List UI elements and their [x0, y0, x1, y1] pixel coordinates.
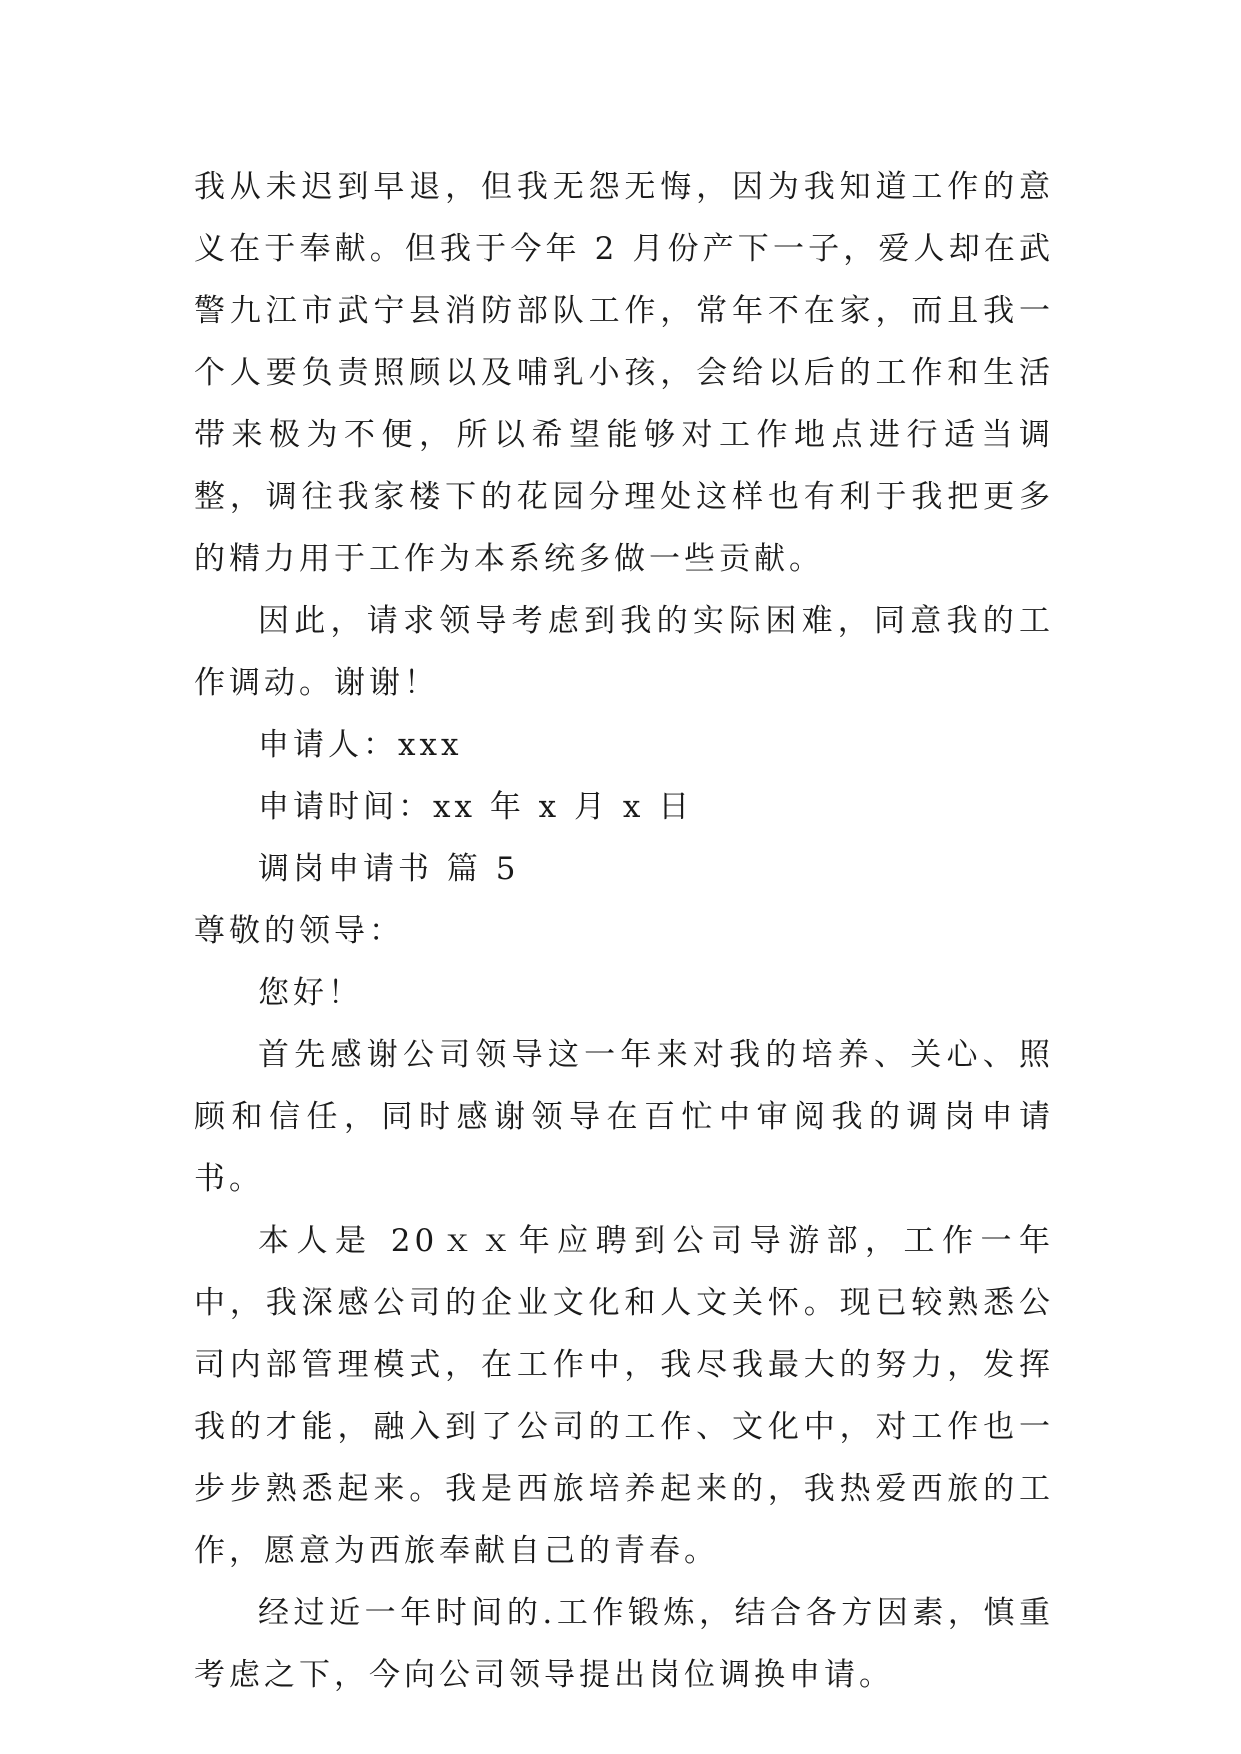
paragraph-thanks: 首先感谢公司领导这一年来对我的培养、关心、照顾和信任，同时感谢领导在百忙中审阅我的调岗申请书。: [194, 1037, 1054, 1197]
greeting: 您好！: [258, 975, 363, 1011]
salutation: 尊敬的领导：: [194, 913, 404, 949]
application-date-line: 申请时间：xx 年 x 月 x 日: [258, 789, 694, 825]
paragraph-application: 经过近一年时间的.工作锻炼，结合各方因素，慎重考虑之下，今向公司领导提出岗位调换申请。: [194, 1595, 1054, 1693]
paragraph-continuation: 我从未迟到早退，但我无怨无悔，因为我知道工作的意义在于奉献。但我于今年 2 月份产下一子，爱人却在武警九江市武宁县消防部队工作，常年不在家，而且我一个人要负责照顾以及哺乳小孩，会给以后的工作和生活带来极为不便，所以希望能够对工作地点进行适当调整，调往我家楼下的花园分理处这样也有利于我把更多的精力用于工作为本系统多做一些贡献。: [194, 169, 1054, 577]
section-heading: 调岗申请书 篇 5: [258, 851, 520, 887]
paragraph-request: 因此，请求领导考虑到我的实际困难，同意我的工作调动。谢谢！: [194, 603, 1054, 701]
document-body: [194, 156, 1054, 1706]
paragraph-background: 本人是 20ｘｘ年应聘到公司导游部，工作一年中，我深感公司的企业文化和人文关怀。现已较熟悉公司内部管理模式，在工作中，我尽我最大的努力，发挥我的才能，融入到了公司的工作、文化中，对工作也一步步熟悉起来。我是西旅培养起来的，我热爱西旅的工作，愿意为西旅奉献自己的青春。: [194, 1223, 1054, 1569]
applicant-line: 申请人：xxx: [258, 727, 463, 763]
